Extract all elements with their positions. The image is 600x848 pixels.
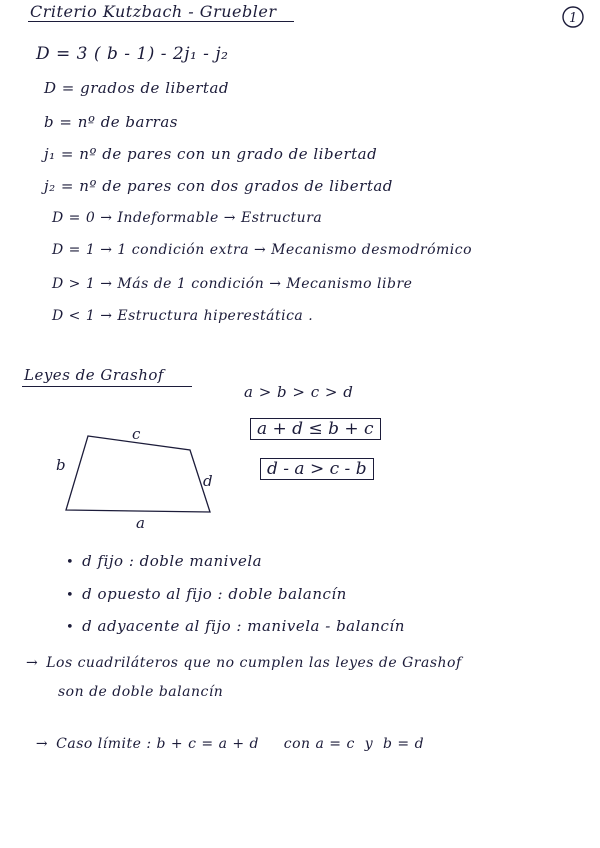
bullet-text: d fijo : doble manivela — [82, 552, 263, 570]
bullet-d-adyacente — [66, 617, 405, 635]
grashof-law-1: a + d ≤ b + c — [250, 418, 381, 440]
note-grashof-line-1: Los cuadriláteros que no cumplen las leyes de Grashof — [46, 655, 462, 671]
bullet-d-fijo — [66, 552, 262, 570]
kutzbach-title: Criterio Kutzbach - Gruebler — [30, 2, 277, 21]
page-number: 1 — [569, 11, 578, 26]
case-d-less: D < 1 → Estructura hiperestática . — [52, 308, 314, 324]
note-grashof — [26, 655, 462, 671]
arrow-icon: → — [26, 655, 39, 671]
case-d-one: D = 1 → 1 condición extra → Mecanismo desmodrómico — [52, 242, 473, 258]
grashof-order: a > b > c > d — [244, 383, 354, 401]
definition-b: b = nº de barras — [44, 113, 178, 131]
case-d-greater: D > 1 → Más de 1 condición → Mecanismo libre — [52, 276, 413, 292]
case-d-zero: D = 0 → Indeformable → Estructura — [52, 210, 323, 226]
bullet-d-opuesto — [66, 585, 347, 603]
definition-j1: j₁ = nº de pares con un grado de libertad — [44, 145, 378, 163]
label-c: c — [132, 425, 141, 443]
grashof-title: Leyes de Grashof — [24, 366, 164, 384]
bullet-icon: • — [66, 555, 75, 570]
kutzbach-formula: D = 3 ( b - 1) - 2j₁ - j₂ — [36, 44, 229, 64]
note-grashof-line-2: son de doble balancín — [58, 684, 224, 700]
caso-limite-text: Caso límite : b + c = a + d con a = c y b = d — [56, 736, 425, 752]
bullet-text: d opuesto al fijo : doble balancín — [82, 585, 347, 603]
bullet-icon: • — [66, 588, 75, 603]
arrow-icon: → — [35, 736, 49, 752]
quadrilateral — [66, 436, 210, 512]
grashof-title-underline — [22, 386, 192, 387]
label-b: b — [56, 456, 66, 474]
note-caso-limite — [26, 720, 424, 752]
label-d: d — [203, 472, 213, 490]
bullet-text: d adyacente al fijo : manivela - balancín — [82, 617, 405, 635]
kutzbach-title-underline — [28, 21, 294, 22]
page-number-badge — [560, 4, 588, 30]
four-bar-diagram — [48, 420, 228, 535]
label-a: a — [136, 514, 145, 532]
bullet-icon: • — [66, 620, 75, 635]
grashof-law-2: d - a > c - b — [260, 458, 374, 480]
definition-d: D = grados de libertad — [44, 79, 230, 97]
definition-j2: j₂ = nº de pares con dos grados de libertad — [44, 177, 393, 195]
